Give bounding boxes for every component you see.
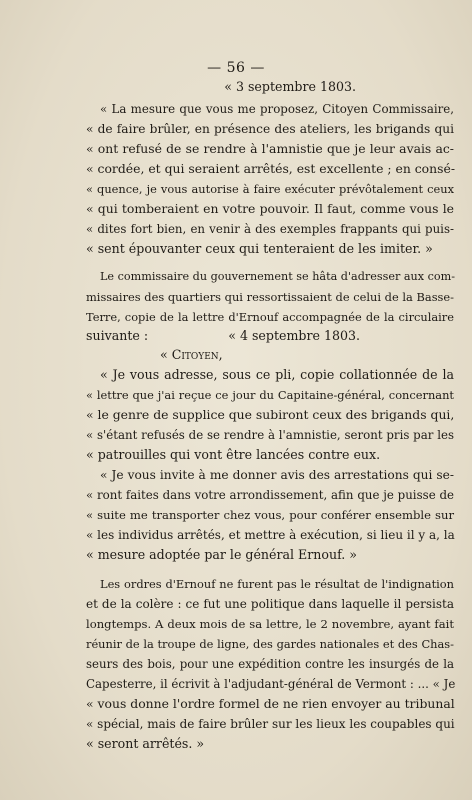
page-number: — 56 — — [207, 60, 265, 76]
paragraph-line: longtemps. A deux mois de sa lettre, le 2 novembre, ayant fait — [86, 617, 454, 631]
paragraph-line: et de la colère : ce fut une politique dans laquelle il persista — [86, 597, 454, 611]
paragraph-line: « vous donne l'ordre formel de ne rien envoyer au tribunal — [86, 696, 455, 711]
letter2-date: « 4 septembre 1803. — [228, 328, 360, 343]
paragraph-line: Capesterre, il écrivit à l'adjudant-général de Vermont : ... « Je — [86, 677, 456, 691]
paragraph-line: Le commissaire du gouvernement se hâta d'adresser aux com- — [100, 270, 455, 283]
letter1-line: « de faire brûler, en présence des ateliers, les brigands qui — [86, 122, 454, 136]
letter2-line: « Je vous invite à me donner avis des arrestations qui se- — [100, 468, 454, 482]
letter1-line: « dites fort bien, en venir à des exemples frappants qui puis- — [86, 222, 454, 236]
letter2-line: « suite me transporter chez vous, pour conférer ensemble sur — [86, 508, 454, 522]
letter2-line: « lettre que j'ai reçue ce jour du Capitaine-général, concernant — [86, 388, 454, 402]
letter1-line: « cordée, et qui seraient arrêtés, est excellente ; en consé- — [86, 161, 456, 176]
letter1-line: « quence, je vous autorise à faire exécuter prévôtalement ceux — [86, 182, 454, 196]
paragraph-line: suivante : — [86, 328, 149, 343]
letter1-line: « La mesure que vous me proposez, Citoyen Commissaire, — [100, 102, 454, 116]
letter2-line: « patrouilles qui vont être lancées contre eux. — [86, 447, 381, 462]
letter2-line: « Je vous adresse, sous ce pli, copie collationnée de la — [100, 367, 454, 382]
letter2-line: « ront faites dans votre arrondissement, afin que je puisse de — [86, 488, 454, 502]
paragraph-line: réunir de la troupe de ligne, des gardes nationales et des Chas- — [86, 637, 454, 651]
letter2-line: « le genre de supplice que subiront ceux des brigands qui, — [86, 407, 455, 422]
letter2-salutation: « Citoyen, — [160, 347, 223, 362]
paragraph-line: « spécial, mais de faire brûler sur les lieux les coupables qui — [86, 717, 455, 731]
paragraph-line: « seront arrêtés. » — [86, 736, 205, 751]
letter2-line: « s'étant refusés de se rendre à l'amnistie, seront pris par les — [86, 428, 454, 442]
letter2-line: « mesure adoptée par le général Ernouf. » — [86, 547, 357, 562]
letter2-line: « les individus arrêtés, et mettre à exécution, si lieu il y a, la — [86, 528, 455, 542]
letter1-line: « sent épouvanter ceux qui tenteraient de les imiter. » — [86, 241, 433, 256]
letter1-line: « qui tomberaient en votre pouvoir. Il faut, comme vous le — [86, 201, 454, 216]
paragraph-line: Les ordres d'Ernouf ne furent pas le résultat de l'indignation — [100, 577, 454, 591]
letter1-line: « ont refusé de se rendre à l'amnistie que je leur avais ac- — [86, 141, 454, 156]
paragraph-line: missaires des quartiers qui ressortissaient de celui de la Basse- — [86, 290, 454, 304]
paragraph-line: seurs des bois, pour une expédition contre les insurgés de la — [86, 657, 454, 671]
letter1-date: « 3 septembre 1803. — [224, 79, 356, 94]
paragraph-line: Terre, copie de la lettre d'Ernouf accompagnée de la circulaire — [86, 310, 454, 324]
